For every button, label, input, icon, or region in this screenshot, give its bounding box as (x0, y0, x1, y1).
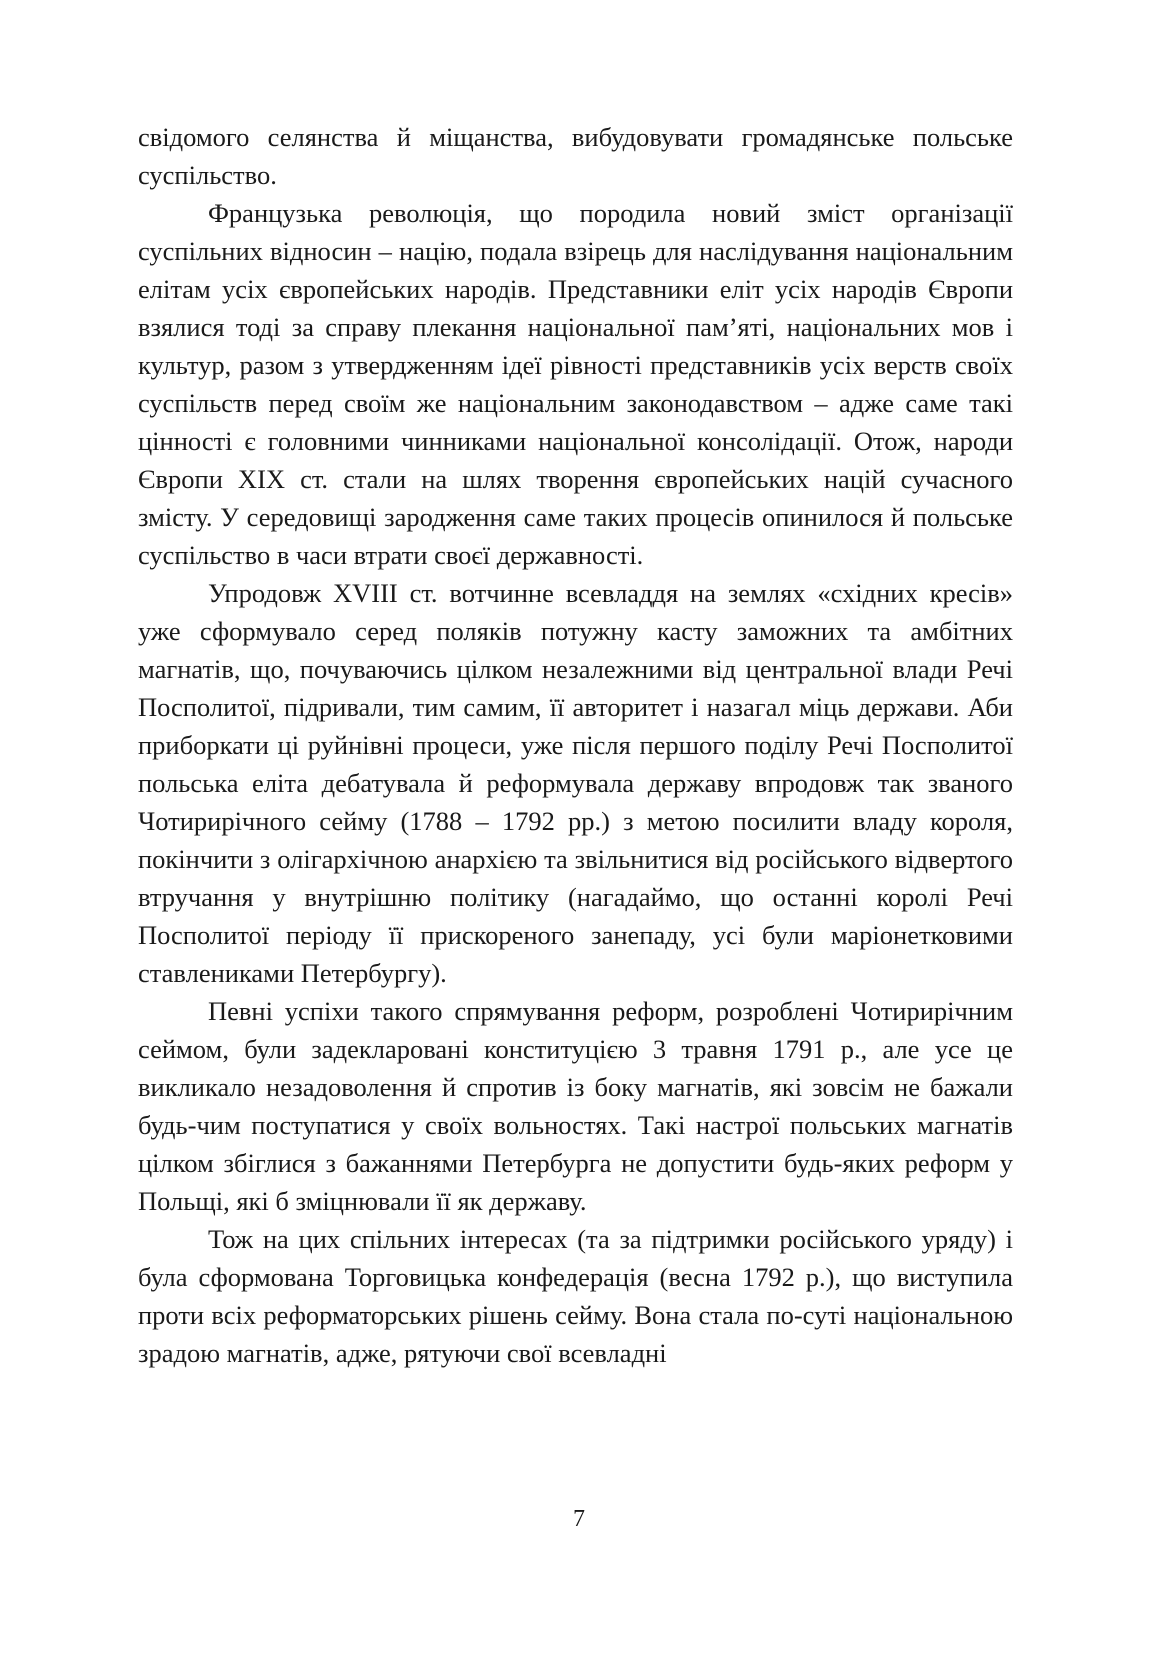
paragraph-4: Певні успіхи такого спрямування реформ, розроблені Чотирирічним сеймом, були задекларовані конституцією 3 травня 1791 р., але усе це викликало незадоволення й спротив із боку магнатів, які зовсім не бажали будь-чим поступатися у своїх вольностях. Такі настрої польських магнатів цілком збіглися з бажаннями Петербурга не допустити будь-яких реформ у Польщі, які б зміцнювали її як державу. (138, 996, 1013, 1216)
page-number: 7 (573, 1506, 585, 1532)
paragraph-2: Французька революція, що породила новий зміст організації суспільних відносин – націю, подала взірець для наслідування національним елітам усіх європейських народів. Представники еліт усіх народів Європи взялися тоді за справу плекання національної пам’яті, національних мов і культур, разом з утвердженням ідеї рівності представників усіх верств своїх суспільств перед своїм же національним законодавством – адже саме такі цінності є головними чинниками національної консолідації. Отож, народи Європи XIX ст. стали на шлях творення європейських націй сучасного змісту. У середовищі зародження саме таких процесів опинилося й польське суспільство в часи втрати своєї державності. (138, 198, 1013, 570)
paragraph-3: Упродовж XVIII ст. вотчинне всевладдя на землях «східних кресів» уже сформувало серед поляків потужну касту заможних та амбітних магнатів, що, почуваючись цілком незалежними від центральної влади Речі Посполитої, підривали, тим самим, її авторитет і назагал міць держави. Аби приборкати ці руйнівні процеси, уже після першого поділу Речі Посполитої польська еліта дебатувала й реформувала державу впродовж так званого Чотирирічного сейму (1788 – 1792 рр.) з метою посилити владу короля, покінчити з олігархічною анархією та звільнитися від російського відвертого втручання у внутрішню політику (нагадаймо, що останні королі Речі Посполитої періоду її прискореного занепаду, усі були маріонетковими ставлениками Петербургу). (138, 578, 1013, 988)
paragraph-5: Тож на цих спільних інтересах (та за підтримки російського уряду) і була сформована Торговицька конфедерація (весна 1792 р.), що виступила проти всіх реформаторських рішень сейму. Вона стала по-суті національною зрадою магнатів, адже, рятуючи свої всевладні (138, 1224, 1013, 1368)
paragraph-1: свідомого селянства й міщанства, вибудовувати громадянське польське суспільство. (138, 122, 1013, 190)
document-page (138, 118, 1013, 1372)
